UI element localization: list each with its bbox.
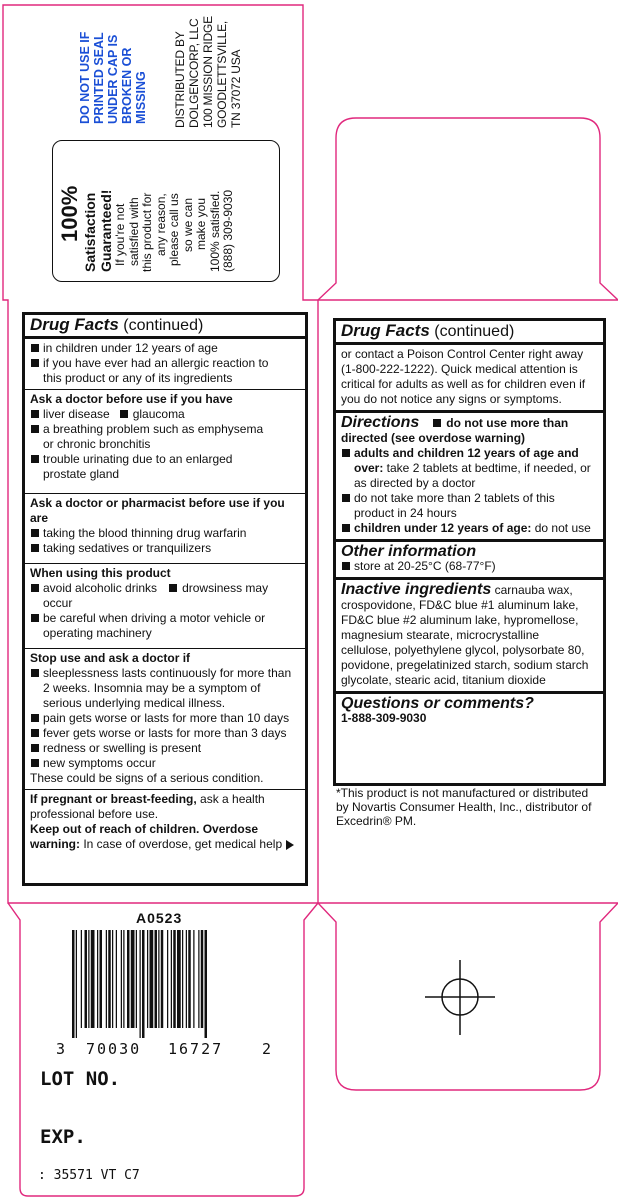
barcode-bar (147, 930, 148, 1028)
satisfaction-percent: 100% (57, 185, 82, 242)
drug-facts-heading: Drug Facts (continued) (25, 315, 305, 339)
barcode-bar (112, 930, 113, 1028)
drug-facts-heading-right: Drug Facts (continued) (336, 321, 603, 345)
barcode-bar (85, 930, 88, 1028)
barcode-bar (72, 930, 75, 1038)
pregnancy-overdose-section: If pregnant or breast-feeding, ask a health professional before use. Keep out of reach of children. Overdose warning: In case of overdose, get medical help (25, 790, 305, 855)
barcode-bar (108, 930, 111, 1028)
inactive-ingredients-section: Inactive ingredients carnauba wax, crospovidone, FD&C blue #1 aluminum lake, FD&C blue #2 aluminum lake, hypromellose, magnesium stearate, microcrystalline cellulose, polyethylene glycol, polysorbate 80, povidone, pregelatinized starch, sodium starch glycolate, stearic acid, titanium dioxide (336, 580, 603, 694)
registration-mark (425, 960, 495, 1035)
barcode-bar (123, 930, 124, 1028)
drug-facts-left-panel (22, 312, 308, 886)
barcode-bar (140, 930, 141, 1038)
barcode-bar (182, 930, 183, 1028)
barcode-bar (81, 930, 82, 1028)
barcode-bar (205, 930, 208, 1038)
barcode-bar (155, 930, 158, 1028)
barcode-bar (136, 930, 137, 1028)
barcode-bar (193, 930, 194, 1028)
barcode-bar (97, 930, 98, 1028)
barcode-bar (88, 930, 89, 1028)
product-code: A0523 (136, 910, 183, 926)
barcode-bar (158, 930, 159, 1028)
ask-pharmacist-section: Ask a doctor or pharmacist before use if you are taking the blood thinning drug warfarin taking sedatives or tranquilizers (25, 494, 305, 564)
barcode-bar (188, 930, 191, 1028)
upc-digits-group-2: 16727 (168, 1040, 224, 1058)
barcode-bar (127, 930, 130, 1028)
barcode-bar (161, 930, 164, 1028)
poison-control-section: or contact a Poison Control Center right away (1-800-222-1222). Quick medical attention is critical for adults as well as for children even if you do not notice any signs or symptoms. (336, 345, 603, 413)
satisfaction-text: 100% Satisfaction Guaranteed! If you're not satisfied with this product for any reason, please call us so we can make you 100% satisfied. (888) 309-9030 (57, 185, 235, 272)
do-not-use-section: in children under 12 years of age if you have ever had an allergic reaction to this product or any of its ingredients (25, 339, 305, 390)
expiry-label: EXP. (40, 1126, 86, 1148)
barcode-bar (100, 930, 103, 1028)
other-information-section: Other information store at 20-25°C (68-77°F) (336, 542, 603, 580)
barcode-bar (106, 930, 107, 1028)
seal-warning: DO NOT USE IF PRINTED SEAL UNDER CAP IS BROKEN OR MISSING (78, 31, 148, 124)
barcode-bar (131, 930, 135, 1028)
ask-doctor-section: Ask a doctor before use if you have liver disease glaucoma a breathing problem such as emphysema or chronic bronchitis trouble urinating due to an enlarged prostate gland (25, 390, 305, 494)
barcode-bar (198, 930, 199, 1028)
barcode-bar (177, 930, 181, 1028)
barcode-bar (116, 930, 117, 1028)
print-code: : 35571 VT C7 (38, 1168, 140, 1183)
barcode-bar (173, 930, 176, 1028)
stop-use-section: Stop use and ask a doctor if sleeplessness lasts continuously for more than 2 weeks. Insomnia may be a symptom of serious underlying medical illness. pain gets worse or lasts for more than 10 days fever gets worse or lasts for more than 3 days redness or swelling is present new symptoms occur These could be signs of a serious condition. (25, 649, 305, 790)
continue-arrow-icon (286, 840, 294, 850)
questions-section: Questions or comments? 1-888-309-9030 (341, 695, 534, 725)
disclaimer: *This product is not manufactured or distributed by Novartis Consumer Health, Inc., distributor of Excedrin® PM. (336, 786, 592, 828)
barcode-bar (167, 930, 168, 1028)
barcode-bar (171, 930, 172, 1028)
upc-digit-left: 3 (56, 1040, 66, 1058)
directions-section: Directions do not use more than directed (see overdose warning) adults and children 12 years of age and over: take 2 tablets at bedtime, if needed, or as directed by a doctor do not take more than 2 tablets of this product in 24 hours children under 12 years of age: do not use (336, 413, 603, 542)
barcode-bar (150, 930, 154, 1028)
barcode-bar (121, 930, 122, 1028)
barcode-bar (91, 930, 95, 1028)
barcode-bars (66, 930, 256, 1040)
lot-number-label: LOT NO. (40, 1068, 121, 1090)
upc-digits-group-1: 70030 (86, 1040, 142, 1058)
drug-facts-right-panel (333, 318, 606, 786)
barcode-bar (186, 930, 187, 1028)
barcode (66, 930, 256, 1040)
when-using-section: When using this product avoid alcoholic drinks drowsiness may occur be careful when driving a motor vehicle or operating machinery (25, 564, 305, 649)
barcode-bar (142, 930, 145, 1038)
barcode-bar (201, 930, 204, 1028)
upc-digit-right: 2 (262, 1040, 272, 1058)
distributor-info: DISTRIBUTED BY DOLGENCORP, LLC 100 MISSION RIDGE GOODLETTSVILLE, TN 37072 USA (173, 16, 243, 128)
barcode-bar (76, 930, 77, 1038)
